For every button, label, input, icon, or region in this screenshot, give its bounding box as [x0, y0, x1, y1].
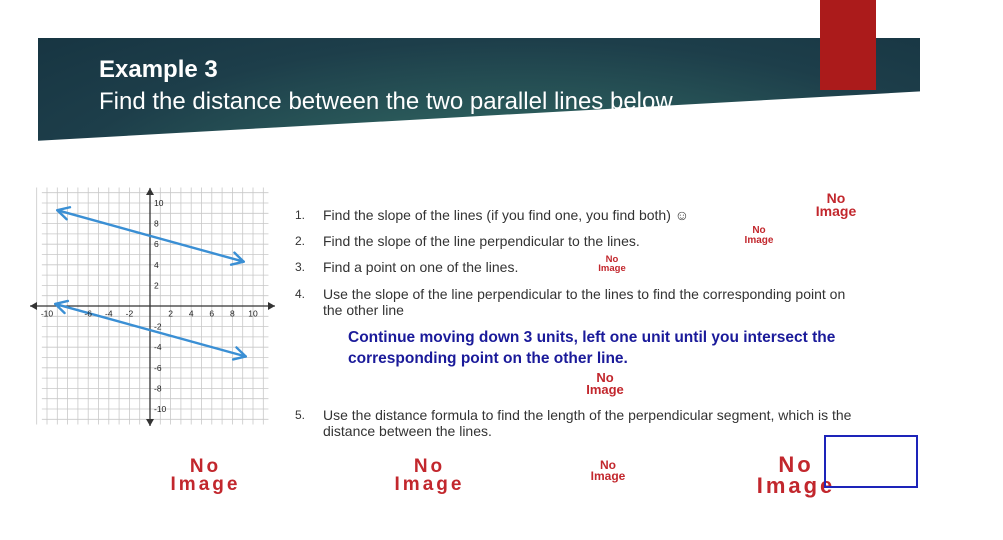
step-text: Find a point on one of the lines.	[323, 259, 519, 275]
no-image-placeholder	[148, 456, 263, 496]
placeholder-line-2: Image	[815, 203, 857, 220]
placeholder-line-2: Image	[394, 474, 465, 496]
placeholder-line-2: Image	[598, 263, 626, 275]
y-axis-arrow-down	[146, 419, 154, 426]
placeholder-line-1: No	[189, 456, 222, 477]
placeholder-line-1: No	[600, 458, 616, 472]
y-axis-arrow-up	[146, 188, 154, 195]
y-tick-label: 4	[154, 259, 159, 270]
y-tick-label: 10	[154, 198, 164, 208]
x-axis-arrow-left	[30, 302, 37, 310]
x-tick-label: 10	[248, 308, 258, 319]
y-tick-label: 8	[154, 218, 159, 229]
no-image-placeholder	[812, 192, 860, 219]
x-tick-label: -2	[125, 308, 134, 319]
slide-subtitle: Find the distance between the two parallel lines below.	[99, 88, 679, 115]
y-tick-label: 2	[154, 280, 159, 291]
slide-title: Example 3	[99, 56, 218, 83]
placeholder-line-2: Image	[744, 234, 774, 246]
y-tick-label: -2	[154, 321, 162, 332]
step-number: 5.	[295, 408, 306, 422]
accent-bar	[820, 0, 876, 90]
selection-frame	[824, 435, 918, 488]
placeholder-line-2: Image	[170, 474, 241, 496]
placeholder-line-1: No	[752, 225, 766, 236]
x-tick-label: -10	[40, 308, 54, 319]
no-image-placeholder	[590, 255, 634, 273]
step-text-line-1: Use the distance formula to find the length of the perpendicular segment, which is the	[323, 407, 852, 423]
x-tick-label: 8	[230, 308, 235, 319]
y-tick-label: -4	[154, 342, 162, 353]
step-number: 3.	[295, 260, 306, 274]
placeholder-line-1: No	[778, 452, 814, 477]
step-text: Find the slope of the line perpendicular to the lines.	[323, 233, 640, 249]
placeholder-line-2: Image	[590, 469, 626, 484]
placeholder-line-1: No	[413, 456, 446, 477]
placeholder-line-2: Image	[586, 382, 624, 398]
x-axis-arrow-right	[268, 302, 275, 310]
instruction-note: Continue moving down 3 units, left one unit until you intersect the corresponding point on the other line.	[348, 329, 836, 367]
no-image-placeholder	[735, 226, 783, 245]
x-tick-label: -4	[105, 308, 113, 319]
x-tick-label: 4	[188, 308, 194, 319]
placeholder-line-1: No	[605, 254, 619, 265]
step-text-line-2: the other line	[323, 302, 404, 318]
step-number: 1.	[295, 208, 306, 222]
step-text: Find the slope of the lines (if you find one, you find both) ☺	[323, 207, 690, 223]
placeholder-line-1: No	[826, 190, 846, 206]
y-tick-label: -10	[154, 404, 167, 414]
x-tick-label: 2	[168, 308, 173, 319]
no-image-placeholder	[572, 458, 644, 484]
no-image-placeholder	[362, 456, 497, 496]
step-number: 2.	[295, 234, 306, 248]
x-tick-label: 6	[209, 308, 215, 319]
step-number: 4.	[295, 287, 306, 301]
x-tick-label: -6	[84, 308, 92, 319]
step-4	[295, 286, 960, 320]
y-tick-label: -8	[154, 383, 162, 394]
step-text-line-1: Use the slope of the line perpendicular to the lines to find the corresponding point on	[323, 286, 846, 302]
coordinate-graph	[25, 182, 280, 432]
placeholder-line-2: Image	[756, 472, 836, 498]
y-tick-label: 6	[154, 239, 159, 250]
placeholder-line-1: No	[596, 370, 614, 385]
step-text-line-2: distance between the lines.	[323, 423, 492, 439]
no-image-placeholder	[572, 372, 638, 398]
y-tick-label: -6	[154, 362, 162, 373]
